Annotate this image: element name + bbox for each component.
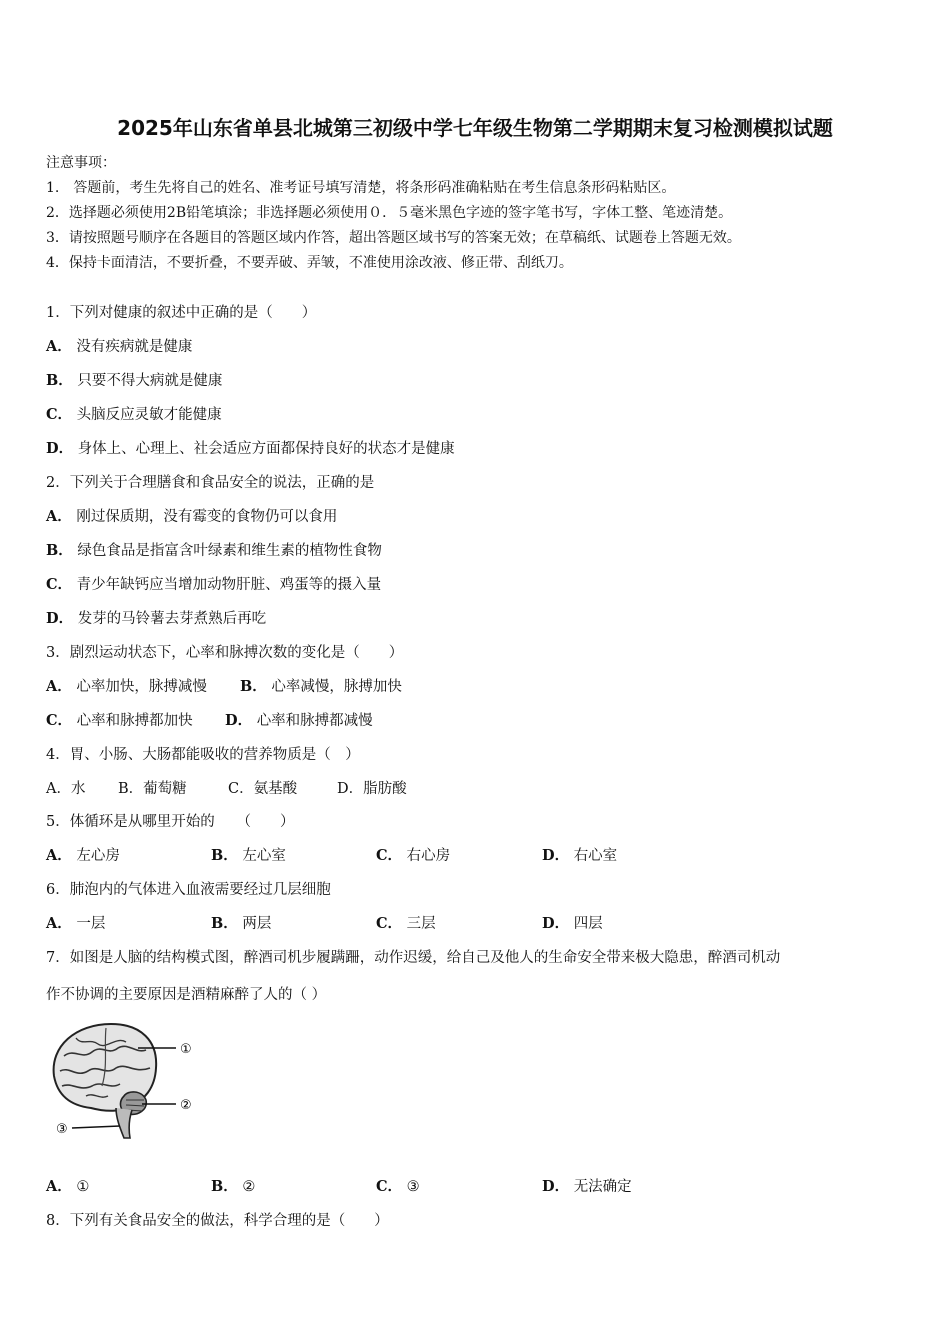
question-1-option-c: C． 头脑反应灵敏才能健康 [46, 406, 222, 423]
notice-heading: 注意事项： [46, 155, 116, 171]
question-7-stem-line-2: 作不协调的主要原因是酒精麻醉了人的（ ） [46, 987, 327, 1003]
brain-diagram [46, 1016, 196, 1146]
question-5-option-c: C． 右心房 [376, 847, 451, 864]
notice-item-2: 2．选择题必须使用2B铅笔填涂；非选择题必须使用０．５毫米黑色字迹的签字笔书写，字体工整、笔迹清楚。 [46, 205, 733, 221]
question-7-option-c: C． ③ [376, 1178, 420, 1195]
marker-2: ② [180, 1098, 192, 1113]
question-7-option-a: A． ① [46, 1178, 90, 1195]
marker-3: ③ [56, 1122, 68, 1137]
question-3-stem: 3．剧烈运动状态下，心率和脉搏次数的变化是（ ） [46, 645, 404, 661]
question-4-option-a: A．水 [46, 781, 86, 797]
question-4-option-d: D．脂肪酸 [337, 781, 407, 797]
question-5-stem: 5．体循环是从哪里开始的 （ ） [46, 814, 295, 830]
question-2-option-c: C． 青少年缺钙应当增加动物肝脏、鸡蛋等的摄入量 [46, 576, 382, 593]
question-7-option-d: D． 无法确定 [542, 1178, 632, 1195]
question-6-stem: 6．肺泡内的气体进入血液需要经过几层细胞 [46, 882, 331, 898]
question-1-option-d: D． 身体上、心理上、社会适应方面都保持良好的状态才是健康 [46, 440, 455, 457]
question-4-option-c: C．氨基酸 [228, 781, 298, 797]
question-7-option-b: B． ② [211, 1178, 256, 1195]
notice-item-3: 3．请按照题号顺序在各题目的答题区域内作答，超出答题区域书写的答案无效；在草稿纸、试题卷上答题无效。 [46, 230, 741, 246]
question-5-option-a: A． 左心房 [46, 847, 120, 864]
question-1-option-a: A． 没有疾病就是健康 [46, 338, 193, 355]
question-8-stem: 8．下列有关食品安全的做法，科学合理的是（ ） [46, 1213, 389, 1229]
question-6-option-b: B． 两层 [211, 915, 272, 932]
question-3-option-c: C． 心率和脉搏都加快 [46, 712, 193, 729]
marker-1: ① [180, 1042, 192, 1057]
question-1-stem: 1．下列对健康的叙述中正确的是（ ） [46, 305, 317, 321]
question-6-option-d: D． 四层 [542, 915, 603, 932]
question-1-option-b: B． 只要不得大病就是健康 [46, 372, 223, 389]
notice-item-4: 4．保持卡面清洁，不要折叠，不要弄破、弄皱，不准使用涂改液、修正带、刮纸刀。 [46, 255, 573, 271]
question-2-option-a: A． 刚过保质期，没有霉变的食物仍可以食用 [46, 508, 338, 525]
question-4-stem: 4．胃、小肠、大肠都能吸收的营养物质是（ ） [46, 747, 360, 763]
brain-illustration [54, 1024, 176, 1138]
question-3-option-a: A． 心率加快，脉搏减慢 [46, 678, 207, 695]
question-2-option-b: B． 绿色食品是指富含叶绿素和维生素的植物性食物 [46, 542, 382, 559]
notice-item-1: 1. 答题前，考生先将自己的姓名、准考证号填写清楚，将条形码准确粘贴在考生信息条形码粘贴区。 [46, 180, 676, 196]
question-6-option-c: C． 三层 [376, 915, 436, 932]
question-2-stem: 2．下列关于合理膳食和食品安全的说法，正确的是 [46, 475, 375, 491]
question-2-option-d: D． 发芽的马铃薯去芽煮熟后再吃 [46, 610, 267, 627]
question-5-option-b: B． 左心室 [211, 847, 286, 864]
question-4-option-b: B．葡萄糖 [118, 781, 187, 797]
page-title: 2025年山东省单县北城第三初级中学七年级生物第二学期期末复习检测模拟试题 [117, 116, 833, 140]
question-7-stem-line-1: 7．如图是人脑的结构模式图，醉酒司机步履蹒跚，动作迟缓，给自己及他人的生命安全带来极大隐患，醉酒司机动 [46, 950, 781, 966]
question-5-option-d: D． 右心室 [542, 847, 618, 864]
question-3-option-b: B． 心率减慢，脉搏加快 [240, 678, 402, 695]
question-6-option-a: A． 一层 [46, 915, 106, 932]
question-3-option-d: D． 心率和脉搏都减慢 [225, 712, 373, 729]
